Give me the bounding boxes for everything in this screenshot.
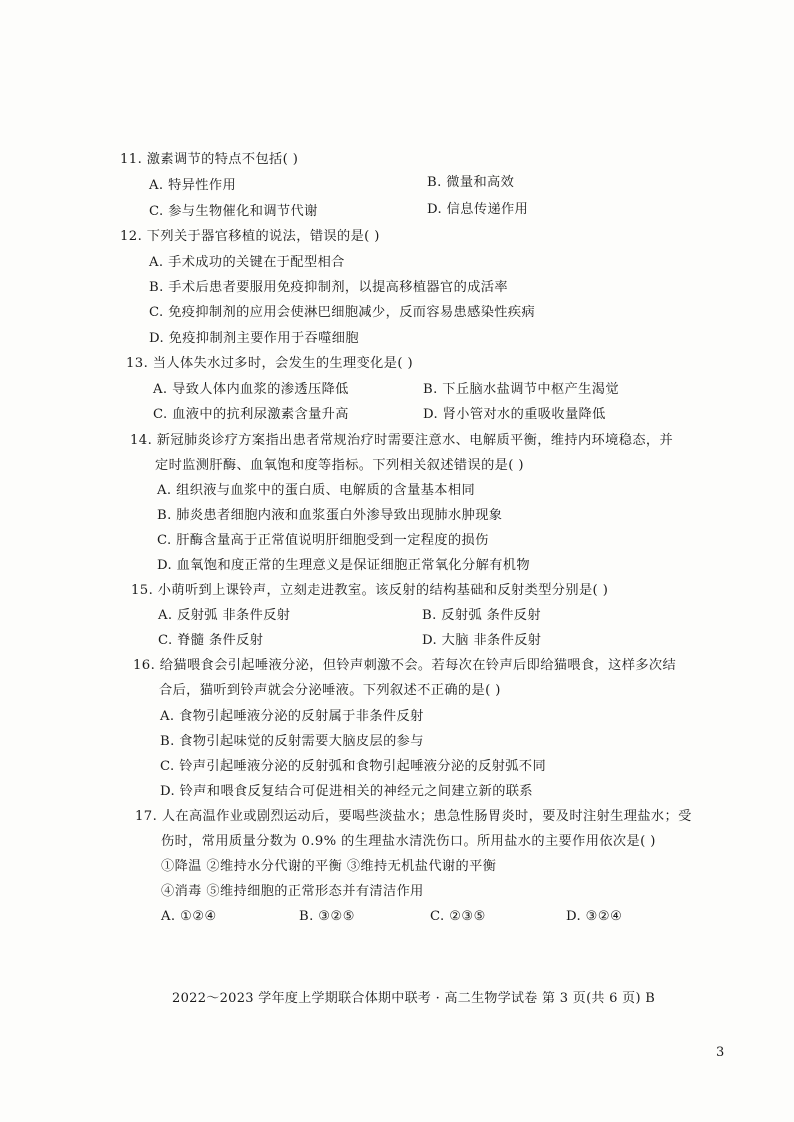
question-16-stem-line1: 16. 给猫喂食会引起唾液分泌，但铃声刺激不会。若每次在铃声后即给猫喂食，这样多次结 [133,658,677,673]
question-17-option-d: D. ③②④ [566,909,623,924]
question-13-option-c: C. 血液中的抗利尿激素含量升高 [153,407,349,422]
question-14-option-d: D. 血氧饱和度正常的生理意义是保证细胞正常氧化分解有机物 [157,558,530,573]
question-16-option-c: C. 铃声引起唾液分泌的反射弧和食物引起唾液分泌的反射弧不同 [160,759,547,774]
question-15-option-b: B. 反射弧 条件反射 [422,608,541,623]
question-11-option-b: B. 微量和高效 [427,175,515,190]
question-16-stem-line2: 合后，猫听到铃声就会分泌唾液。下列叙述不正确的是( ) [159,683,501,698]
question-12-stem: 12. 下列关于器官移植的说法，错误的是( ) [120,229,380,244]
question-15-option-c: C. 脊髓 条件反射 [158,633,264,648]
question-11-stem: 11. 激素调节的特点不包括( ) [120,152,299,167]
question-16-option-d: D. 铃声和喂食反复结合可促进相关的神经元之间建立新的联系 [160,784,533,799]
question-14-option-c: C. 肝酶含量高于正常值说明肝细胞受到一定程度的损伤 [157,533,489,548]
question-11-option-a: A. 特异性作用 [149,178,237,193]
page-number: 3 [716,1045,725,1060]
question-15-stem: 15. 小萌听到上课铃声，立刻走进教室。该反射的结构基础和反射类型分别是( ) [131,583,609,598]
question-11-option-c: C. 参与生物催化和调节代谢 [149,204,318,219]
question-17-stem-line1: 17. 人在高温作业或剧烈运动后，要喝些淡盐水；患急性肠胃炎时，要及时注射生理盐水；受 [135,809,692,824]
question-14-option-b: B. 肺炎患者细胞内液和血浆蛋白外渗导致出现肺水肿现象 [157,508,503,523]
question-12-option-c: C. 免疫抑制剂的应用会使淋巴细胞减少，反而容易患感染性疾病 [149,305,536,320]
question-13-option-d: D. 肾小管对水的重吸收量降低 [423,407,606,422]
question-17-item-list-2: ④消毒 ⑤维持细胞的正常形态并有清洁作用 [161,884,424,899]
question-17-item-list-1: ①降温 ②维持水分代谢的平衡 ③维持无机盐代谢的平衡 [161,859,497,874]
question-13-option-a: A. 导致人体内血浆的渗透压降低 [153,382,349,397]
question-13-option-b: B. 下丘脑水盐调节中枢产生渴觉 [423,382,619,397]
question-12-option-a: A. 手术成功的关键在于配型相合 [149,255,345,270]
question-17-option-a: A. ①②④ [161,909,217,924]
question-13-stem: 13. 当人体失水过多时，会发生的生理变化是( ) [126,356,414,371]
question-17-option-b: B. ③②⑤ [299,909,355,924]
question-15-option-d: D. 大脑 非条件反射 [422,633,542,648]
question-15-option-a: A. 反射弧 非条件反射 [158,608,291,623]
question-14-stem-line1: 14. 新冠肺炎诊疗方案指出患者常规治疗时需要注意水、电解质平衡，维持内环境稳态，并 [130,433,674,448]
question-16-option-a: A. 食物引起唾液分泌的反射属于非条件反射 [160,709,424,724]
question-17-stem-line2: 伤时，常用质量分数为 0.9% 的生理盐水清洗伤口。所用盐水的主要作用依次是( ) [161,834,656,849]
question-11-option-d: D. 信息传递作用 [427,202,529,217]
page-footer: 2022～2023 学年度上学期联合体期中联考 · 高二生物学试卷 第 3 页(共 6 页) B [172,991,656,1006]
question-14-stem-line2: 定时监测肝酶、血氧饱和度等指标。下列相关叙述错误的是( ) [155,458,524,473]
question-12-option-b: B. 手术后患者要服用免疫抑制剂，以提高移植器官的成活率 [149,280,508,295]
question-14-option-a: A. 组织液与血浆中的蛋白质、电解质的含量基本相同 [157,483,476,498]
question-17-option-c: C. ②③⑤ [430,909,486,924]
question-16-option-b: B. 食物引起味觉的反射需要大脑皮层的参与 [160,734,424,749]
question-12-option-d: D. 免疫抑制剂主要作用于吞噬细胞 [149,331,359,346]
